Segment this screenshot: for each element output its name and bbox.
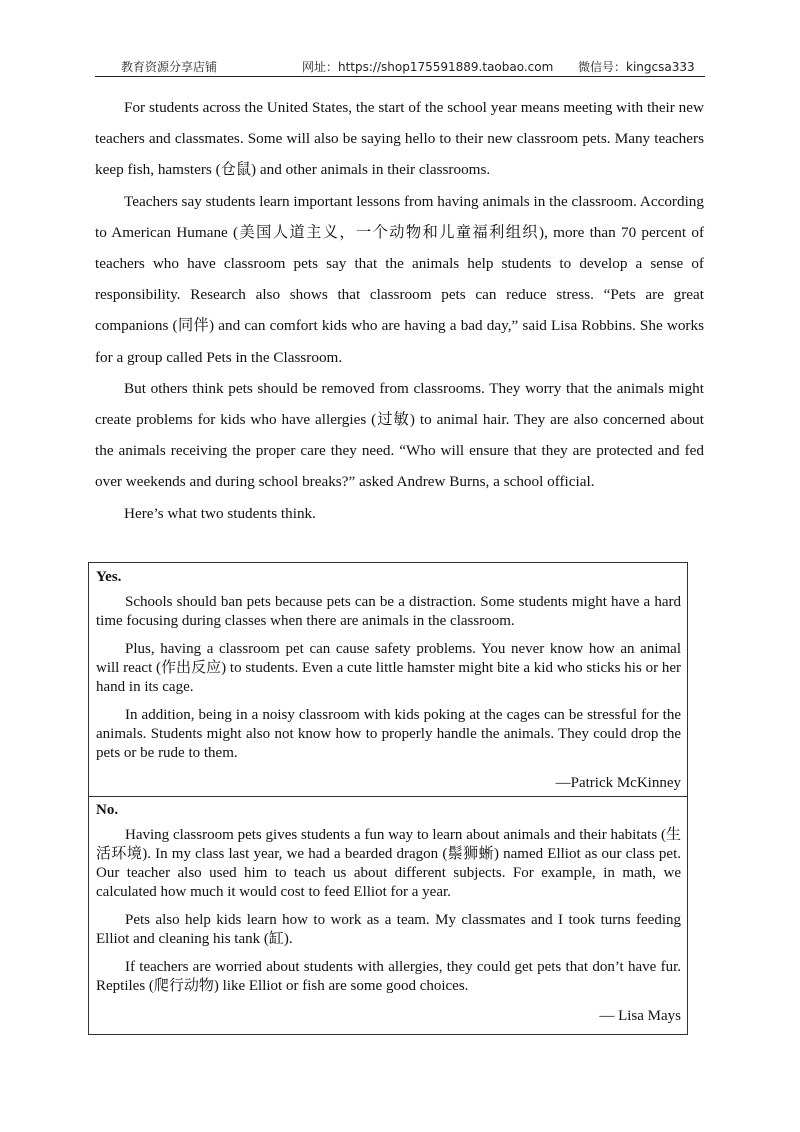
opinions-box [88, 562, 688, 1035]
opinion-no-heading: No. [96, 802, 119, 818]
opinion-yes-heading: Yes. [96, 569, 122, 585]
article-body [95, 92, 704, 529]
opinion-paragraph: If teachers are worried about students with allergies, they could get pets that don’t have fur. Reptiles (爬行动物) like Elliot or fish are some good choices. [96, 959, 681, 994]
article-paragraph: But others think pets should be removed from classrooms. They worry that the animals might create problems for kids who have allergies (过敏) to animal hair. They are also concerned about the animals receiving the proper care they need. “Who will ensure that they are protected and fed over weekends and during school breaks?” asked Andrew Burns, a school official. [95, 379, 704, 491]
opinion-yes-author: —Patrick McKinney [555, 775, 681, 791]
opinion-paragraph: Having classroom pets gives students a fun way to learn about animals and their habitats (生活环境). In my class last year, we had a bearded dragon (鬃狮蜥) named Elliot as our class pet. Our teacher also used him to teach us about different subjects. For example, in math, we calculated how much it would cost to feed Elliot for a year. [96, 827, 681, 900]
page-header [95, 56, 705, 77]
article-paragraph: Here’s what two students think. [124, 504, 316, 522]
article-paragraph: For students across the United States, the start of the school year means meeting with their new teachers and classmates. Some will also be saying hello to their new classroom pets. Many teachers keep fish, hamsters (仓鼠) and other animals in their classrooms. [95, 99, 704, 179]
article-paragraph: Teachers say students learn important lessons from having animals in the classroom. According to American Humane (美国人道主义，一个动物和儿童福利组织), more than 70 percent of teachers who have classroom pets say that the animals help students to develop a sense of responsibility. Research also shows that classroom pets can reduce stress. “Pets are great companions (同伴) and can comfort kids who are having a bad day,” said Lisa Robbins. She works for a group called Pets in the Classroom. [95, 192, 704, 366]
opinion-paragraph: Schools should ban pets because pets can be a distraction. Some students might have a hard time focusing during classes when there are animals in the classroom. [96, 594, 681, 629]
opinion-no-section [89, 796, 687, 1036]
opinion-no-author: — Lisa Mays [599, 1008, 681, 1024]
opinion-paragraph: In addition, being in a noisy classroom with kids poking at the cages can be stressful for the animals. Students might also not know how to properly handle the animals. They could drop the pets or be rude to them. [96, 707, 681, 761]
header-wechat: 微信号：kingcsa333 [578, 60, 695, 74]
opinion-paragraph: Plus, having a classroom pet can cause safety problems. You never know how an animal will react (作出反应) to students. Even a cute little hamster might bite a kid who sticks his or her hand in its cage. [96, 641, 681, 695]
opinion-paragraph: Pets also help kids learn how to work as a team. My classmates and I took turns feeding Elliot and cleaning his tank (缸). [96, 912, 681, 947]
header-url: 网址：https://shop175591889.taobao.com [302, 60, 554, 74]
opinion-yes-section [89, 563, 687, 797]
header-shop-name: 教育资源分享店铺 [121, 60, 218, 74]
